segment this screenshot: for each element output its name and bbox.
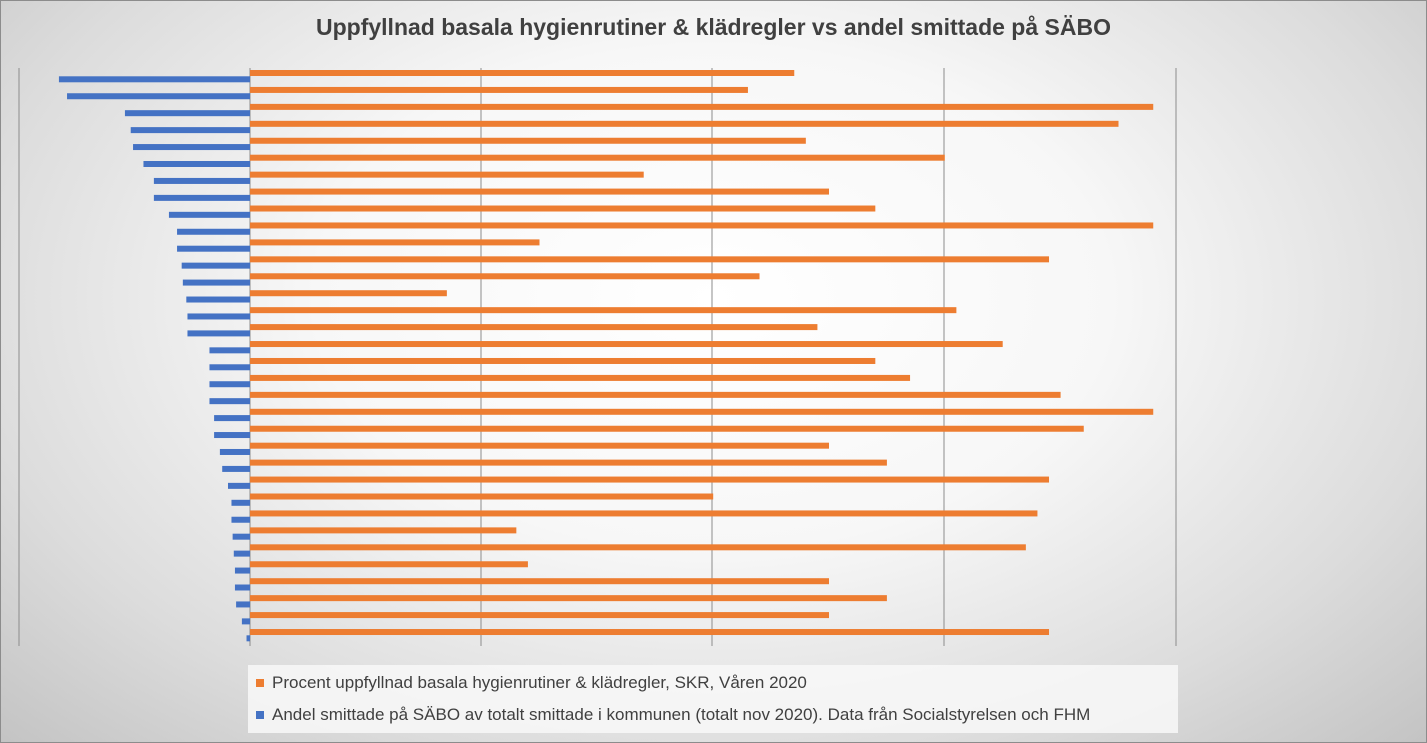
bar-hygiene-compliance (250, 477, 1049, 483)
bar-infected-share (233, 534, 250, 540)
bar-hygiene-compliance (250, 375, 910, 381)
bar-hygiene-compliance (250, 443, 829, 449)
bar-infected-share (186, 297, 250, 303)
bar-infected-share (67, 93, 250, 99)
bar-infected-share (214, 432, 250, 438)
bar-infected-share (234, 551, 250, 557)
bar-hygiene-compliance (250, 206, 875, 212)
bar-hygiene-compliance (250, 392, 1061, 398)
bar-hygiene-compliance (250, 544, 1026, 550)
bar-infected-share (187, 313, 250, 319)
bar-hygiene-compliance (250, 510, 1037, 516)
bar-infected-share (59, 76, 250, 82)
bar-infected-share (177, 246, 250, 252)
bar-hygiene-compliance (250, 341, 1003, 347)
bar-infected-share (209, 381, 250, 387)
bar-hygiene-compliance (250, 629, 1049, 635)
bar-hygiene-compliance (250, 307, 956, 313)
bar-infected-share (222, 466, 250, 472)
bar-infected-share (177, 229, 250, 235)
bar-infected-share (214, 415, 250, 421)
bar-infected-share (131, 127, 250, 133)
bar-infected-share (231, 517, 250, 523)
bar-infected-share (143, 161, 250, 167)
bar-infected-share (231, 500, 250, 506)
bar-infected-share (235, 585, 250, 591)
bar-infected-share (182, 263, 250, 269)
bar-hygiene-compliance (250, 273, 760, 279)
legend-item-infected (256, 705, 1090, 725)
bar-infected-share (154, 195, 250, 201)
bar-hygiene-compliance (250, 87, 748, 93)
legend-label-infected: Andel smittade på SÄBO av totalt smittade i kommunen (totalt nov 2020). Data från Socialstyrelsen och FHM (272, 705, 1091, 724)
legend (248, 665, 1178, 733)
bar-infected-share (133, 144, 250, 150)
chart-title: Uppfyllnad basala hygienrutiner & klädregler vs andel smittade på SÄBO (316, 14, 1111, 40)
bar-hygiene-compliance (250, 121, 1119, 127)
legend-item-hygiene (256, 673, 807, 693)
bar-infected-share (209, 347, 250, 353)
bar-infected-share (228, 483, 250, 489)
bar-infected-share (220, 449, 250, 455)
bar-hygiene-compliance (250, 426, 1084, 432)
bar-infected-share (236, 601, 250, 607)
bar-infected-share (247, 635, 250, 641)
legend-swatch-blue (256, 711, 264, 719)
bar-hygiene-compliance (250, 561, 528, 567)
bar-hygiene-compliance (250, 612, 829, 618)
bar-hygiene-compliance (250, 290, 447, 296)
bar-hygiene-compliance (250, 239, 540, 245)
bar-infected-share (154, 178, 250, 184)
bar-hygiene-compliance (250, 527, 516, 533)
bar-hygiene-compliance (250, 409, 1153, 415)
bar-hygiene-compliance (250, 70, 794, 76)
bar-hygiene-compliance (250, 578, 829, 584)
bar-hygiene-compliance (250, 189, 829, 195)
bar-infected-share (209, 398, 250, 404)
bar-infected-share (183, 280, 250, 286)
bar-infected-share (187, 330, 250, 336)
bar-infected-share (209, 364, 250, 370)
bar-hygiene-compliance (250, 460, 887, 466)
bar-infected-share (169, 212, 250, 218)
bar-hygiene-compliance (250, 494, 713, 500)
bar-hygiene-compliance (250, 595, 887, 601)
bar-hygiene-compliance (250, 222, 1153, 228)
bar-hygiene-compliance (250, 172, 644, 178)
bar-hygiene-compliance (250, 358, 875, 364)
bar-infected-share (235, 568, 250, 574)
bar-hygiene-compliance (250, 138, 806, 144)
bar-hygiene-compliance (250, 324, 817, 330)
bar-hygiene-compliance (250, 256, 1049, 262)
legend-swatch-orange (256, 679, 264, 687)
legend-label-hygiene: Procent uppfyllnad basala hygienrutiner & klädregler, SKR, Våren 2020 (272, 673, 807, 692)
bar-infected-share (242, 618, 250, 624)
bar-hygiene-compliance (250, 155, 945, 161)
bar-hygiene-compliance (250, 104, 1153, 110)
bar-infected-share (125, 110, 250, 116)
